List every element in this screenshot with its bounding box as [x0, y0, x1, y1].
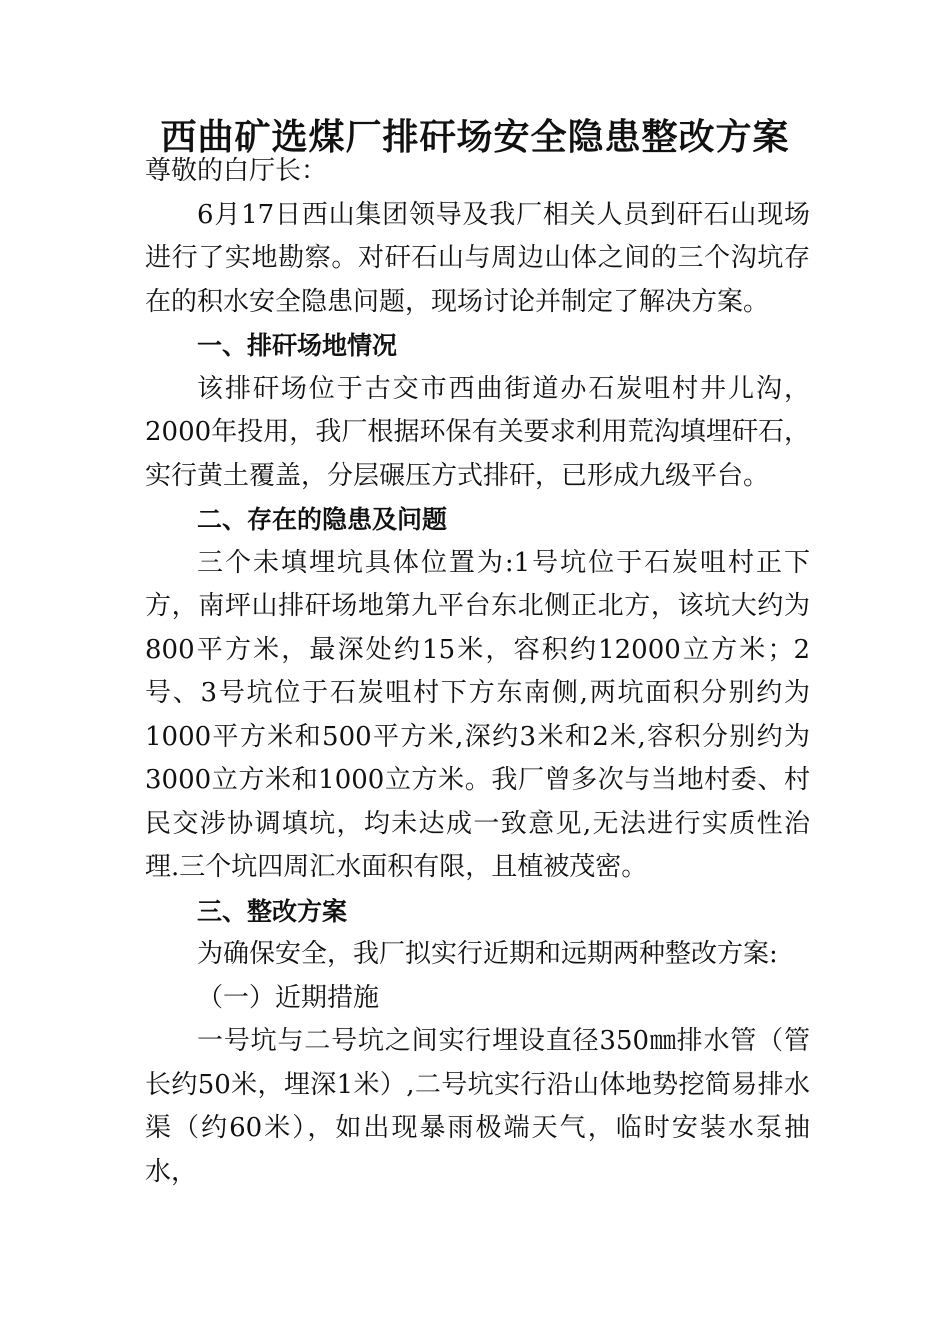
paragraph-site-status: 该排矸场位于古交市西曲街道办石炭咀村井儿沟，2000年投用，我厂根据环保有关要求利用荒沟填埋矸石，实行黄土覆盖，分层碾压方式排矸，已形成九级平台。	[145, 373, 810, 491]
paragraph-rectification-intro: 为确保安全，我厂拟实行近期和远期两种整改方案:	[197, 939, 778, 969]
document-title: 西曲矿选煤厂排矸场安全隐患整改方案	[160, 116, 790, 158]
salutation: 尊敬的白厅长：	[145, 156, 328, 186]
paragraph-short-term-measures: 一号坑与二号坑之间实行埋设直径350㎜排水管（管长约50米，埋深1米）,二号坑实行沿山体地势挖简易排水渠（约60米），如出现暴雨极端天气，临时安装水泵抽水，	[145, 1026, 810, 1187]
document-body	[145, 150, 810, 1194]
section-heading-rectification: 三、整改方案	[197, 896, 348, 926]
section-heading-site-status: 一、排矸场地情况	[197, 331, 398, 360]
subheading-short-term: （一）近期措施	[197, 982, 380, 1013]
paragraph-hazards: 三个未填埋坑具体位置为:1号坑位于石炭咀村正下方，南坪山排矸场地第九平台东北侧正北方，该坑大约为800平方米，最深处约15米，容积约12000立方米；2号、3号坑位于石炭咀村下方东南侧,两坑面积分别约为1000平方米和500平方米,深约3米和2米,容积分别约为3000立方米和1000立方米。我厂曾多次与当地村委、村民交涉协调填坑，均未达成一致意见,无法进行实质性治理.三个坑四周汇水面积有限，且植被茂密。	[145, 547, 810, 882]
section-heading-hazards: 二、存在的隐患及问题	[197, 505, 448, 534]
paragraph-intro: 6月17日西山集团领导及我厂相关人员到矸石山现场进行了实地勘察。对矸石山与周边山体之间的三个沟坑存在的积水安全隐患问题，现场讨论并制定了解决方案。	[145, 199, 810, 317]
